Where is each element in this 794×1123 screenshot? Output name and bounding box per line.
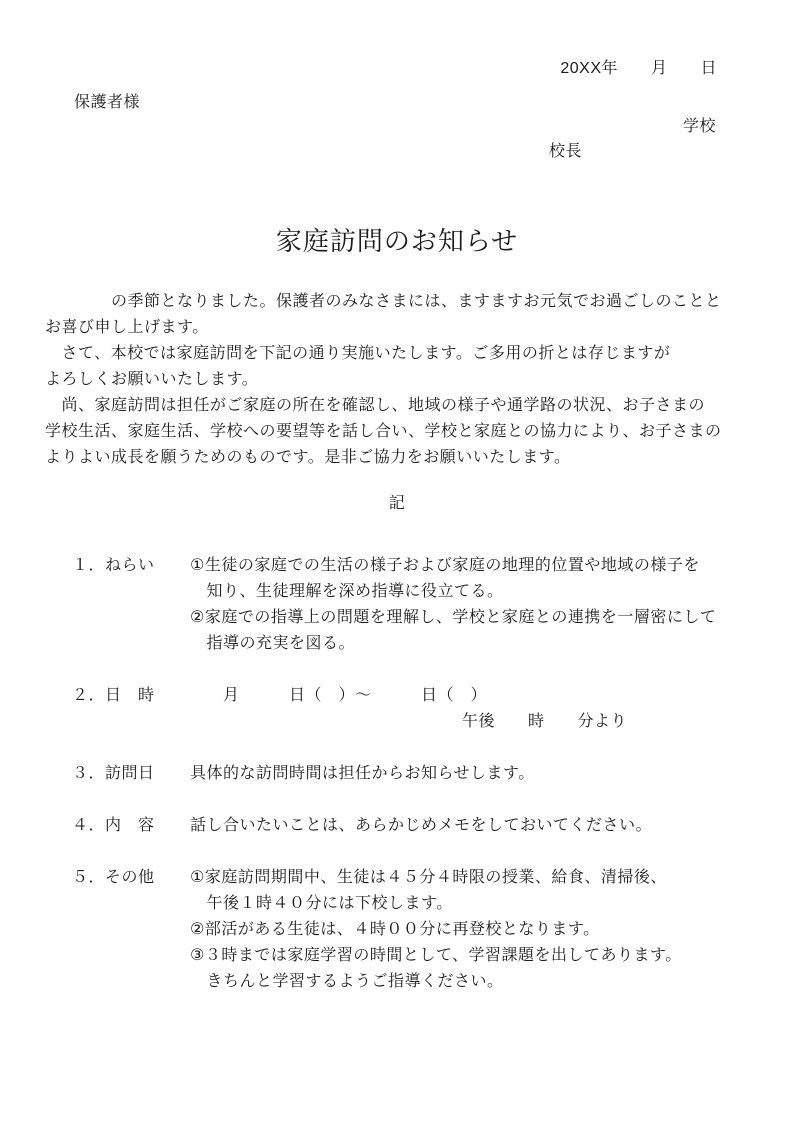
greeting-line: さて、本校では家庭訪問を下記の通り実施いたします。ご多用の折とは存じますが: [45, 345, 671, 362]
item-label: ２．日 時: [72, 687, 155, 704]
item-line: ②家庭での指導上の問題を理解し、学校と家庭との連携を一層密にして: [190, 609, 717, 626]
item-label: ５．その他: [72, 869, 155, 886]
item-content: [190, 813, 754, 839]
item-nichiji: [72, 683, 754, 735]
item-line: ①生徒の家庭での生活の様子および家庭の地理的位置や地域の様子を: [190, 557, 700, 574]
item-nerai: [72, 553, 754, 657]
item-sonota: [72, 865, 754, 995]
item-line: ③３時までは家庭学習の時間として、学習課題を出してあります。: [190, 947, 682, 964]
item-content: [190, 865, 754, 995]
recipient: 保護者様: [74, 94, 141, 111]
principal-line: 校長: [548, 143, 582, 160]
item-line: 具体的な訪問時間は担任からお知らせします。: [190, 765, 535, 782]
item-content: [190, 761, 754, 787]
greeting-line: の季節となりました。保護者のみなさまには、ますますお元気でお過ごしのことと: [45, 293, 722, 310]
item-line: 知り、生徒理解を深め指導に役立てる。: [190, 583, 504, 600]
item-label: ４．内 容: [72, 817, 155, 834]
school-name-line: 学校: [682, 118, 716, 135]
item-line: 話し合いたいことは、あらかじめメモをしておいてください。: [190, 817, 653, 834]
greeting-line: 尚、家庭訪問は担任がご家庭の所在を確認し、地域の様子や通学路の状況、お子さまの: [45, 397, 706, 414]
item-label: １．ねらい: [72, 557, 155, 574]
item-line: ①家庭訪問期間中、生徒は４５分４時限の授業、給食、清掃後、: [190, 869, 667, 886]
item-houmonbi: [72, 761, 754, 787]
item-naiyou: [72, 813, 754, 839]
issue-date: 20XX年 月 日: [560, 60, 717, 77]
item-content: [190, 683, 754, 735]
greeting-line: よろしくお願いいたします。: [45, 371, 259, 388]
item-line: ②部活がある生徒は、４時００分に再登校となります。: [190, 921, 600, 938]
item-content: [190, 553, 754, 657]
record-marker: 記: [388, 495, 406, 512]
greeting-line: よりよい成長を願うためのものです。是非ご協力をお願いいたします。: [45, 449, 571, 466]
items-list: [0, 553, 794, 995]
item-line: きちんと学習するようご指導ください。: [190, 973, 504, 990]
document-title: 家庭訪問のお知らせ: [275, 226, 519, 256]
greeting-paragraphs: [45, 289, 749, 471]
greeting-line: 学校生活、家庭生活、学校への要望等を話し合い、学校と家庭との協力により、お子さまの: [45, 423, 722, 440]
item-line: 指導の充実を図る。: [190, 635, 356, 652]
item-line: 午後１時４０分には下校します。: [190, 895, 453, 912]
greeting-line: お喜び申し上げます。: [45, 319, 209, 336]
item-line-time: 午後 時 分より: [462, 713, 628, 730]
item-line: 月 日（ ）～ 日（ ）: [190, 687, 488, 704]
item-label: ３．訪問日: [72, 765, 155, 782]
